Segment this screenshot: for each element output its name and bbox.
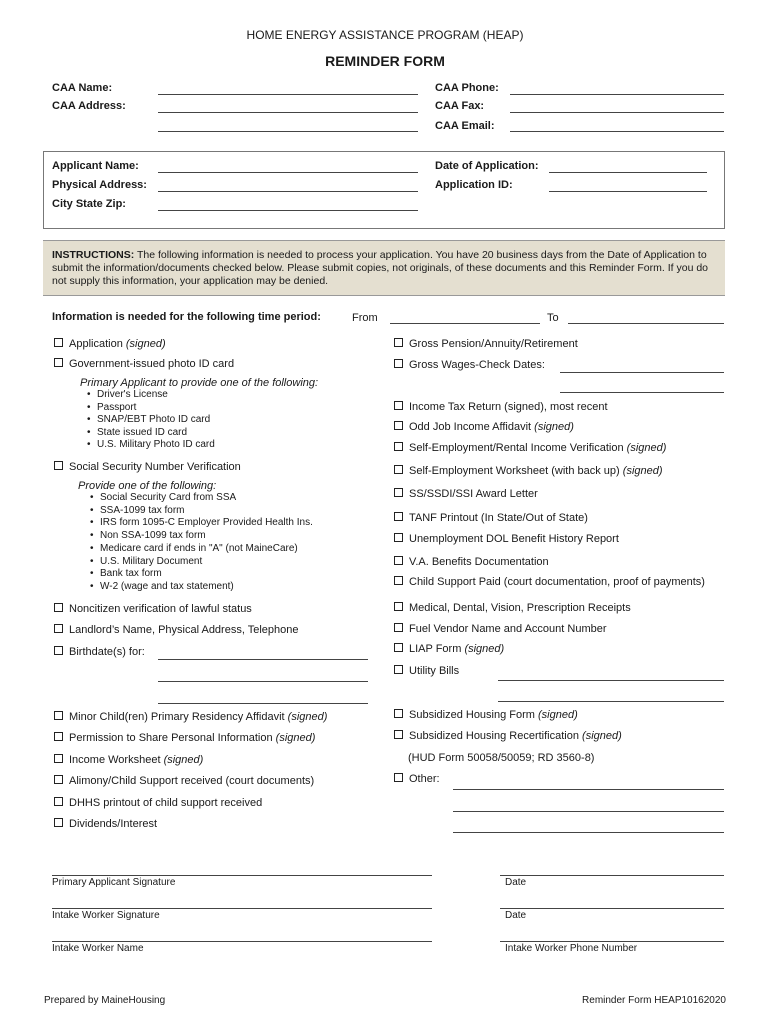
alimony-label: Alimony/Child Support received (court documents) xyxy=(69,775,315,787)
dhhs-label: DHHS printout of child support received xyxy=(69,797,263,809)
intake-signature-line[interactable] xyxy=(52,908,432,909)
landlord-checkbox[interactable] xyxy=(54,624,63,633)
other-label: Other: xyxy=(409,773,440,785)
birthdate-field-2[interactable] xyxy=(158,681,368,682)
from-date-field[interactable] xyxy=(390,323,540,324)
permission-label: Permission to Share Personal Information (signed) xyxy=(69,732,316,744)
physical-address-label: Physical Address: xyxy=(52,179,147,191)
instructions-text xyxy=(52,249,712,288)
intake-phone-label: Intake Worker Phone Number xyxy=(505,943,638,954)
fuel-vendor-checkbox[interactable] xyxy=(394,623,403,632)
time-period-label: Information is needed for the following time period: xyxy=(52,311,321,323)
caa-address-field[interactable] xyxy=(158,112,418,113)
ssn-sublabel: Provide one of the following: xyxy=(78,480,217,492)
va-label: V.A. Benefits Documentation xyxy=(409,556,549,568)
wages-field[interactable] xyxy=(560,372,724,373)
medical-label: Medical, Dental, Vision, Prescription Receipts xyxy=(409,602,631,614)
recertification-checkbox[interactable] xyxy=(394,730,403,739)
ssn-label: Social Security Number Verification xyxy=(69,461,241,473)
other-field-3[interactable] xyxy=(453,832,724,833)
fuel-vendor-label: Fuel Vendor Name and Account Number xyxy=(409,623,607,635)
application-label: Application (signed) xyxy=(69,338,166,350)
noncitizen-label: Noncitizen verification of lawful status xyxy=(69,603,252,615)
self-employment-label: Self-Employment/Rental Income Verification (signed) xyxy=(409,442,667,454)
utility-bills-field-2[interactable] xyxy=(498,701,724,702)
date-of-application-field[interactable] xyxy=(549,172,707,173)
birthdate-field-3[interactable] xyxy=(158,703,368,704)
ssn-item: • W-2 (wage and tax statement) xyxy=(100,581,234,594)
birthdate-checkbox[interactable] xyxy=(54,646,63,655)
wages-checkbox[interactable] xyxy=(394,359,403,368)
date-label-2: Date xyxy=(505,910,527,921)
other-checkbox[interactable] xyxy=(394,773,403,782)
tax-return-checkbox[interactable] xyxy=(394,401,403,410)
income-worksheet-label: Income Worksheet (signed) xyxy=(69,754,204,766)
utility-bills-field[interactable] xyxy=(498,680,724,681)
application-id-field[interactable] xyxy=(549,191,707,192)
other-field-2[interactable] xyxy=(453,811,724,812)
form-title: REMINDER FORM xyxy=(325,53,445,69)
form-id: Reminder Form HEAP10162020 xyxy=(582,995,726,1006)
application-checkbox[interactable] xyxy=(54,338,63,347)
date-line-2[interactable] xyxy=(500,908,724,909)
date-line-1[interactable] xyxy=(500,875,724,876)
ss-award-checkbox[interactable] xyxy=(394,488,403,497)
intake-name-label: Intake Worker Name xyxy=(52,943,144,954)
wages-field-2[interactable] xyxy=(560,392,724,393)
odd-job-label: Odd Job Income Affidavit (signed) xyxy=(409,421,574,433)
child-support-paid-label: Child Support Paid (court documentation, proof of payments) xyxy=(409,576,705,588)
primary-signature-label: Primary Applicant Signature xyxy=(52,877,176,888)
birthdate-field[interactable] xyxy=(158,659,368,660)
hud-form-note: (HUD Form 50058/50059; RD 3560-8) xyxy=(408,752,595,764)
liap-checkbox[interactable] xyxy=(394,643,403,652)
photo-id-item: • Passport xyxy=(97,402,136,415)
utility-bills-checkbox[interactable] xyxy=(394,665,403,674)
intake-phone-line[interactable] xyxy=(500,941,724,942)
subsidized-housing-label: Subsidized Housing Form (signed) xyxy=(409,709,578,721)
intake-signature-label: Intake Worker Signature xyxy=(52,910,160,921)
photo-id-label: Government-issued photo ID card xyxy=(69,358,235,370)
intake-name-line[interactable] xyxy=(52,941,432,942)
applicant-name-label: Applicant Name: xyxy=(52,160,139,172)
photo-id-sublabel: Primary Applicant to provide one of the following: xyxy=(80,377,319,389)
liap-label: LIAP Form (signed) xyxy=(409,643,505,655)
caa-name-field[interactable] xyxy=(158,94,418,95)
tax-return-label: Income Tax Return (signed), most recent xyxy=(409,401,608,413)
instructions-heading: INSTRUCTIONS: xyxy=(52,249,135,261)
landlord-label: Landlord’s Name, Physical Address, Telephone xyxy=(69,624,299,636)
photo-id-item: • SNAP/EBT Photo ID card xyxy=(97,414,210,427)
pension-label: Gross Pension/Annuity/Retirement xyxy=(409,338,578,350)
instructions-body: The following information is needed to process your application. You have 20 business days from the Date of Application to submit the information/documents checked below. Please submit copies, not originals, of these documents and this Reminder Form. If you do not supply this information, your application may be denied. xyxy=(52,249,709,287)
photo-id-item: • Driver's License xyxy=(97,389,168,402)
recertification-label: Subsidized Housing Recertification (signed) xyxy=(409,730,622,742)
unemployment-checkbox[interactable] xyxy=(394,533,403,542)
income-worksheet-checkbox[interactable] xyxy=(54,754,63,763)
from-label: From xyxy=(352,312,378,324)
caa-name-label: CAA Name: xyxy=(52,82,113,94)
ssn-item: • Medicare card if ends in "A" (not MaineCare) xyxy=(100,543,298,556)
photo-id-item: • U.S. Military Photo ID card xyxy=(97,439,215,452)
wages-label: Gross Wages-Check Dates: xyxy=(409,359,545,371)
caa-phone-field[interactable] xyxy=(510,94,724,95)
birthdate-label: Birthdate(s) for: xyxy=(69,646,145,658)
permission-checkbox[interactable] xyxy=(54,732,63,741)
ssn-item: • Bank tax form xyxy=(100,568,162,581)
self-employment-worksheet-label: Self-Employment Worksheet (with back up) (signed) xyxy=(409,465,663,477)
caa-fax-field[interactable] xyxy=(510,112,724,113)
city-state-zip-label: City State Zip: xyxy=(52,198,126,210)
dhhs-checkbox[interactable] xyxy=(54,797,63,806)
physical-address-field[interactable] xyxy=(158,191,418,192)
subsidized-housing-checkbox[interactable] xyxy=(394,709,403,718)
application-id-label: Application ID: xyxy=(435,179,513,191)
date-label-1: Date xyxy=(505,877,527,888)
utility-bills-label: Utility Bills xyxy=(409,665,460,677)
caa-address-field-2[interactable] xyxy=(158,131,418,132)
photo-id-item: • State issued ID card xyxy=(97,427,187,440)
unemployment-label: Unemployment DOL Benefit History Report xyxy=(409,533,619,545)
pension-checkbox[interactable] xyxy=(394,338,403,347)
noncitizen-checkbox[interactable] xyxy=(54,603,63,612)
caa-phone-label: CAA Phone: xyxy=(435,82,499,94)
instructions-box xyxy=(43,240,725,296)
caa-address-label: CAA Address: xyxy=(52,100,126,112)
ssn-item: • Non SSA-1099 tax form xyxy=(100,530,206,543)
to-label: To xyxy=(547,312,559,324)
minor-children-checkbox[interactable] xyxy=(54,711,63,720)
tanf-label: TANF Printout (In State/Out of State) xyxy=(409,512,588,524)
caa-email-field[interactable] xyxy=(510,131,724,132)
self-employment-checkbox[interactable] xyxy=(394,442,403,451)
ssn-item: • SSA-1099 tax form xyxy=(100,505,184,518)
child-support-paid-checkbox[interactable] xyxy=(394,576,403,585)
ssn-item: • IRS form 1095-C Employer Provided Health Ins. xyxy=(100,517,313,530)
photo-id-checkbox[interactable] xyxy=(54,358,63,367)
city-state-zip-field[interactable] xyxy=(158,210,418,211)
date-of-application-label: Date of Application: xyxy=(435,160,539,172)
medical-checkbox[interactable] xyxy=(394,602,403,611)
caa-fax-label: CAA Fax: xyxy=(435,100,485,112)
self-employment-worksheet-checkbox[interactable] xyxy=(394,465,403,474)
dividends-label: Dividends/Interest xyxy=(69,818,158,830)
prepared-by: Prepared by MaineHousing xyxy=(44,995,166,1006)
ssn-item: • Social Security Card from SSA xyxy=(100,492,236,505)
minor-children-label: Minor Child(ren) Primary Residency Affidavit (signed) xyxy=(69,711,328,723)
ssn-checkbox[interactable] xyxy=(54,461,63,470)
caa-email-label: CAA Email: xyxy=(435,120,495,132)
tanf-checkbox[interactable] xyxy=(394,512,403,521)
alimony-checkbox[interactable] xyxy=(54,775,63,784)
va-checkbox[interactable] xyxy=(394,556,403,565)
odd-job-checkbox[interactable] xyxy=(394,421,403,430)
applicant-name-field[interactable] xyxy=(158,172,418,173)
ssn-item: • U.S. Military Document xyxy=(100,556,202,569)
dividends-checkbox[interactable] xyxy=(54,818,63,827)
ss-award-label: SS/SSDI/SSI Award Letter xyxy=(409,488,538,500)
to-date-field[interactable] xyxy=(568,323,724,324)
primary-signature-line[interactable] xyxy=(52,875,432,876)
program-title: HOME ENERGY ASSISTANCE PROGRAM (HEAP) xyxy=(246,28,524,42)
other-field[interactable] xyxy=(453,789,724,790)
